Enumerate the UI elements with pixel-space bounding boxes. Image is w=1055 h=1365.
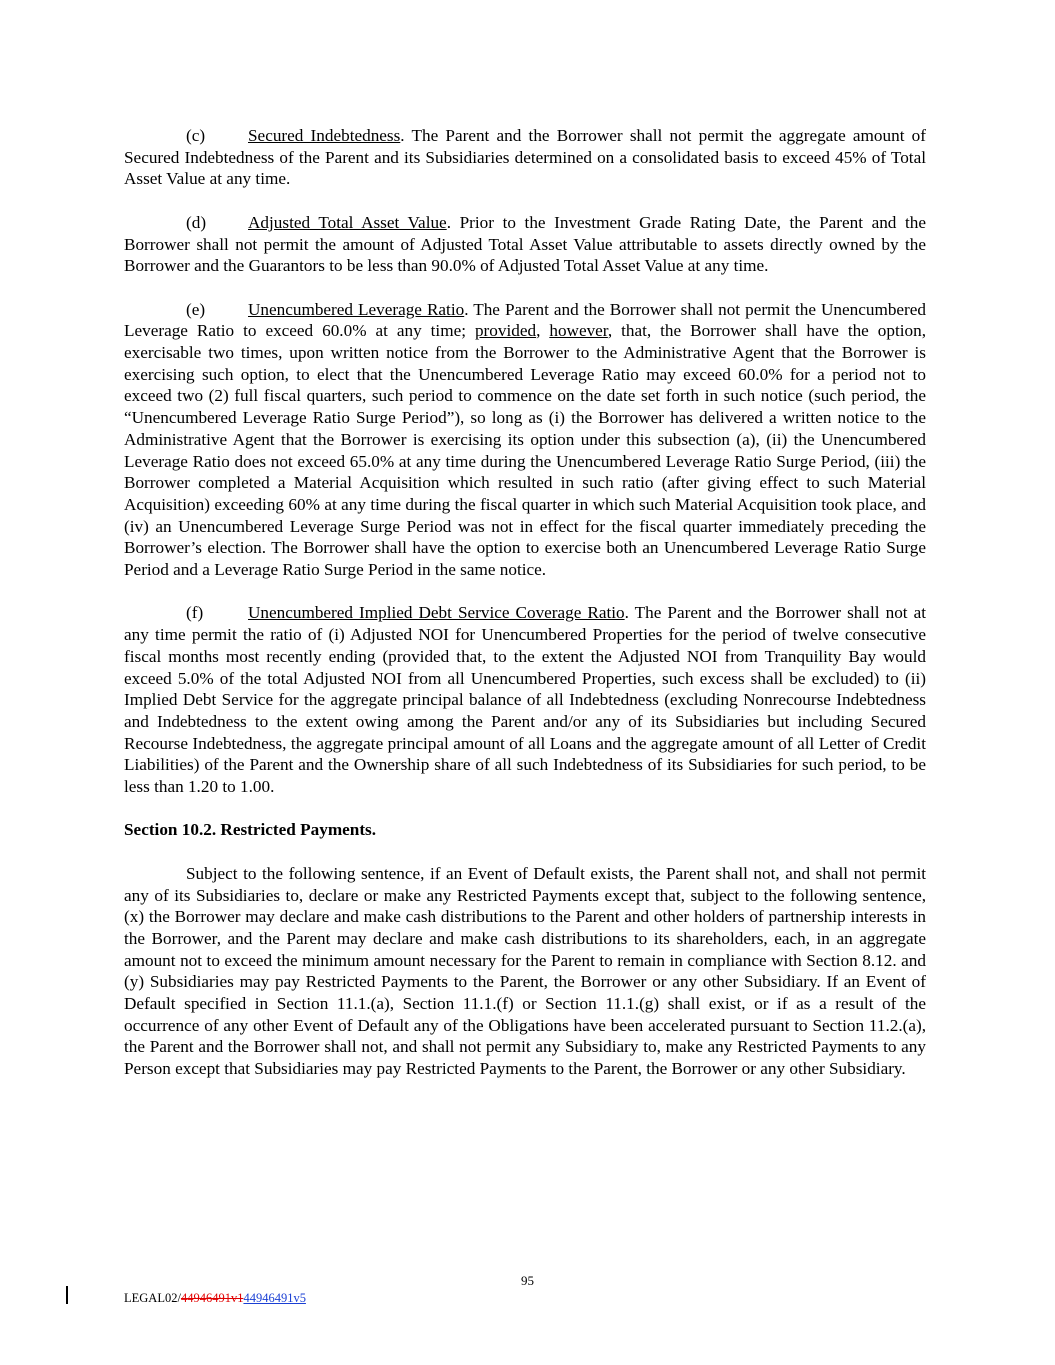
section-f-label: (f) (186, 603, 204, 623)
footer-inserted-version: 44946491v5 (243, 1291, 306, 1305)
change-bar (66, 1286, 68, 1304)
section-f-text: . The Parent and the Borrower shall not at any time permit the ratio of (i) Adjusted NOI for Unencumbered Properties for the period of twelve consecutive fiscal months most recently ending (provided that, to the extent the Adjusted NOI from Tranquility Bay would exceed 5.0% of the total Adjusted NOI from all Unencumbered Properties, such excess shall be excluded) to (ii) Implied Debt Service for the aggregate principal balance of all Indebtedness (excluding Nonrecourse Indebtedness and Indebtedness to the extent owing among the Parent and/or any of its Subsidiaries but including Secured Recourse Indebtedness, the aggregate principal amount of all Loans and the aggregate amount of all Letter of Credit Liabilities) of the Parent and the Ownership share of all such Indebtedness of its Subsidiaries for such period, to be less than 1.20 to 1.00. (124, 603, 926, 797)
section-e-however: however (549, 321, 608, 341)
section-e-provided: provided (474, 321, 537, 341)
section-d-label: (d) (186, 212, 207, 232)
section-e-text-1: . The Parent and the Borrower shall not permit the Unencumbered Leverage Ratio to exceed 60.0% at any time; (124, 299, 926, 341)
section-e-heading: Unencumbered Leverage Ratio (248, 299, 465, 319)
section-c-heading: Secured Indebtedness (248, 126, 401, 145)
section-d-heading: Adjusted Total Asset Value (248, 212, 447, 232)
footer-prefix: LEGAL02/ (124, 1291, 181, 1305)
section-c (124, 125, 926, 190)
section-e-comma: , (536, 321, 550, 341)
section-c-text: . The Parent and the Borrower shall not permit the aggregate amount of Secured Indebtedness of the Parent and its Subsidiaries determined on a consolidated basis to exceed 45% of Total Asset Value at any time. (124, 126, 926, 189)
section-10-2-title: Section 10.2. Restricted Payments. (124, 820, 377, 840)
section-e-label: (e) (186, 299, 206, 319)
section-d-text: . Prior to the Investment Grade Rating Date, the Parent and the Borrower shall not permit the amount of Adjusted Total Asset Value attributable to assets directly owned by the Borrower and the Guarantors to be less than 90.0% of Adjusted Total Asset Value at any time. (124, 212, 926, 276)
footer-deleted-version: 44946491v1 (180, 1291, 244, 1305)
section-c-label: (c) (186, 126, 206, 145)
section-e (124, 299, 926, 581)
section-f-heading: Unencumbered Implied Debt Service Coverage Ratio (248, 603, 625, 623)
section-f (124, 602, 926, 797)
document-body (124, 125, 926, 1080)
section-d (124, 212, 926, 277)
section-e-text-2: , that, the Borrower shall have the option, exercisable two times, upon written notice from the Borrower to the Administrative Agent that the Borrower is exercising such option, to elect that the Unencumbered Leverage Ratio may exceed 60.0% for a period not to exceed two (2) full fiscal quarters, such period to commence on the date set forth in such notice (such period, the “Unencumbered Leverage Ratio Surge Period”), so long as (i) the Borrower has delivered a written notice to the Administrative Agent that the Borrower is exercising its option under this subsection (a), (ii) the Unencumbered Leverage Ratio does not exceed 65.0% at any time during the Unencumbered Leverage Ratio Surge Period, (iii) the Borrower completed a Material Acquisition which resulted in such ratio (after giving effect to such Material Acquisition) exceeding 60% at any time during the fiscal quarter in which such Material Acquisition took place, and (iv) an Unencumbered Leverage Surge Period was not in effect for the fiscal quarter immediately preceding the Borrower’s election. The Borrower shall have the option to exercise both an Unencumbered Leverage Ratio Surge Period and a Leverage Ratio Surge Period in the same notice. (124, 321, 927, 580)
page-number: 95 (521, 1273, 534, 1288)
section-10-2-body: Subject to the following sentence, if an Event of Default exists, the Parent shall not, and shall not permit any of its Subsidiaries to, declare or make any Restricted Payments except that, subject to the following sentence, (x) the Borrower may declare and make cash distributions to the Parent and other holders of partnership interests in the Borrower, and the Parent may declare and make cash distributions to its shareholders, each, in an aggregate amount not to exceed the minimum amount necessary for the Parent to remain in compliance with Section 8.12. and (y) Subsidiaries may pay Restricted Payments to the Parent, the Borrower or any other Subsidiary. If an Event of Default specified in Section 11.1.(a), Section 11.1.(f) or Section 11.1.(g) shall exist, or if as a result of the occurrence of any other Event of Default any of the Obligations have been accelerated pursuant to Section 11.2.(a), the Parent and the Borrower shall not, and shall not permit any Subsidiary to, make any Restricted Payments to any Person except that Subsidiaries may pay Restricted Payments to the Parent, the Borrower or any other Subsidiary. (124, 863, 926, 1079)
document-footer (124, 1288, 306, 1310)
